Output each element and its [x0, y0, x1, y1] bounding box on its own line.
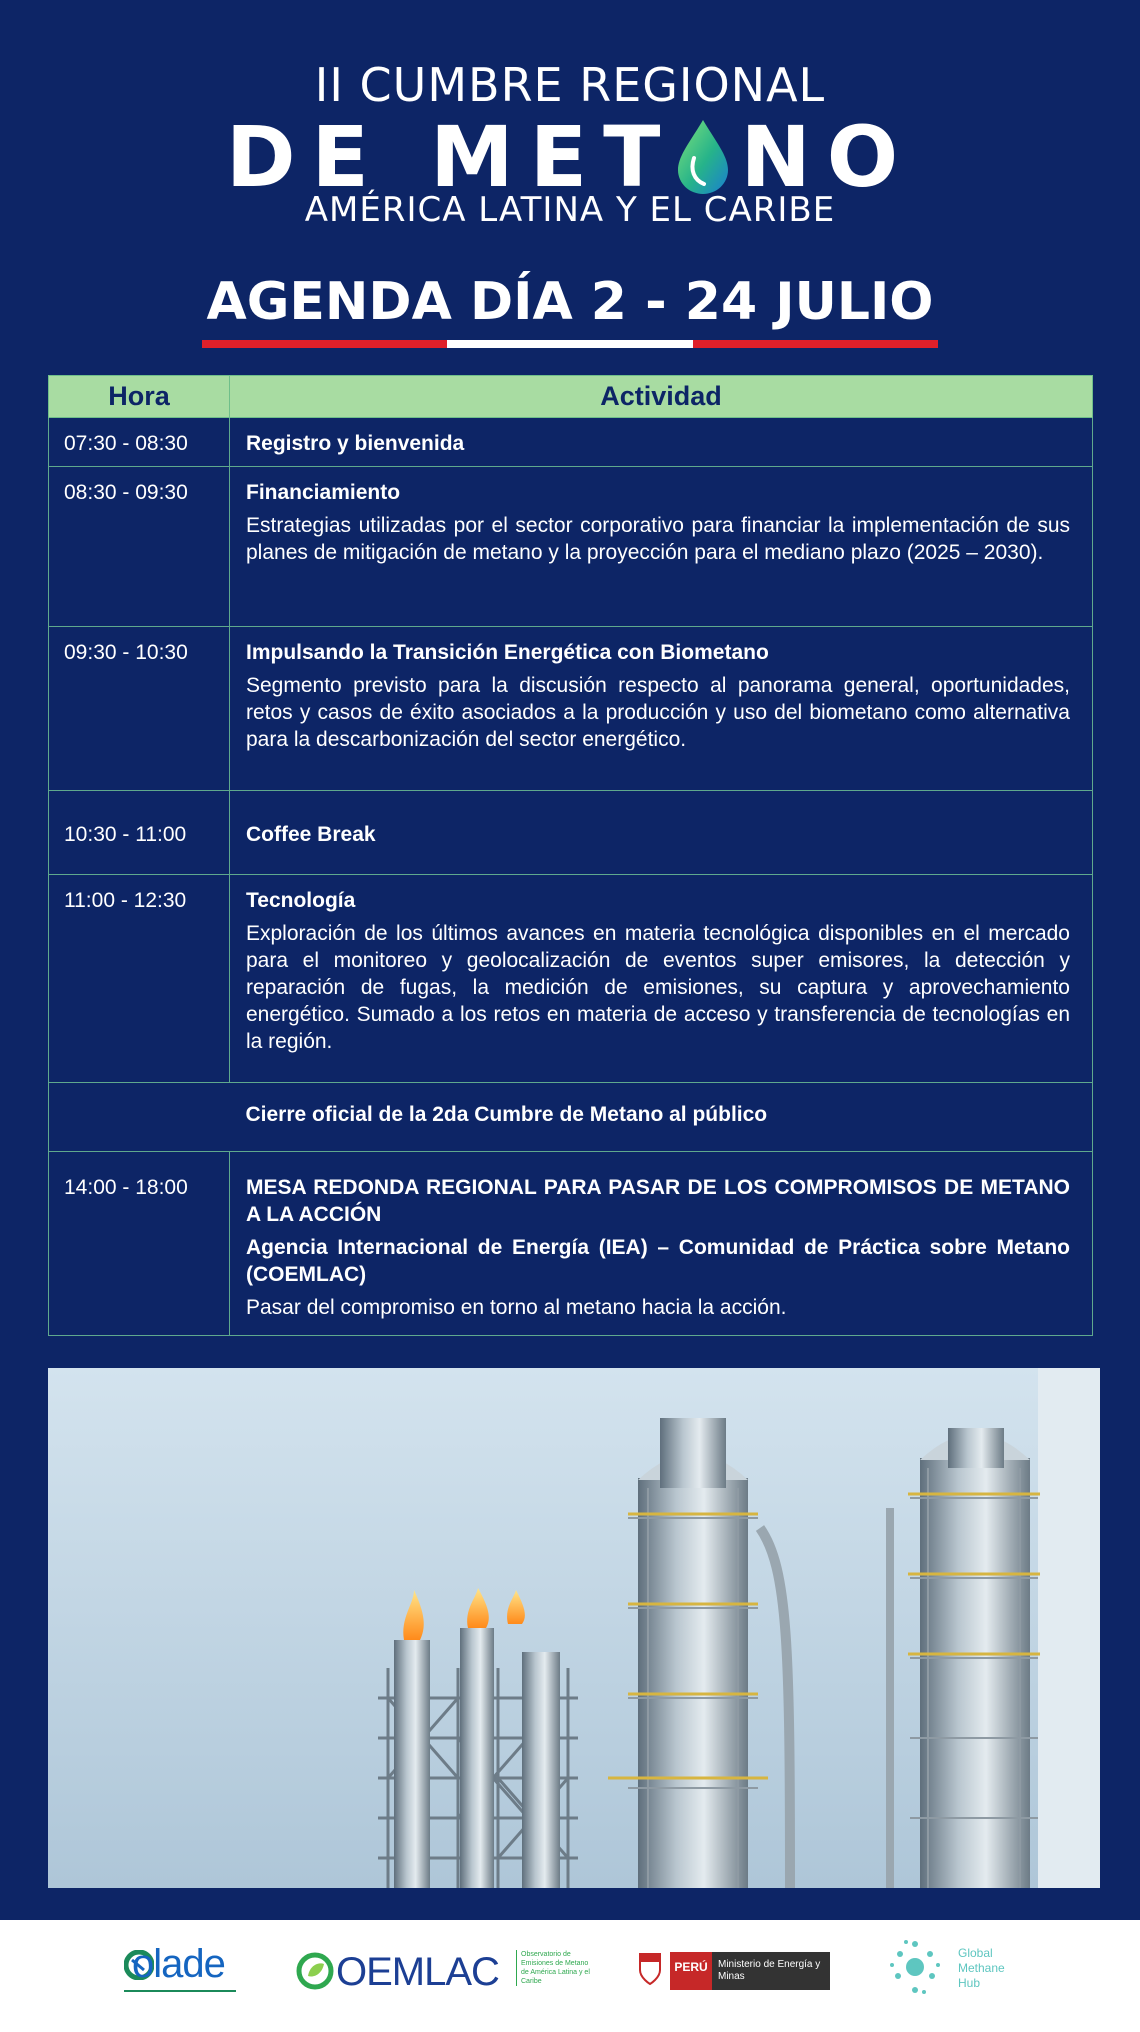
olade-logo: olade	[124, 1942, 236, 2002]
row-hora: 14:00 - 18:00	[49, 1152, 230, 1336]
agenda-table	[48, 375, 1093, 1336]
row-hora	[49, 1083, 230, 1152]
activity-subtitle: Agencia Internacional de Energía (IEA) – Comunidad de Práctica sobre Metano (COEMLAC)	[246, 1236, 1070, 1286]
activity-title: Coffee Break	[246, 823, 376, 846]
column-header-actividad: Actividad	[230, 376, 1093, 418]
agenda-title: AGENDA DÍA 2 - 24 JULIO	[206, 272, 934, 332]
row-actividad	[230, 1083, 1093, 1152]
sponsor-footer	[0, 1920, 1140, 2032]
table-row	[49, 1152, 1093, 1336]
activity-description: Segmento previsto para la discusión respecto al panorama general, oportunidades, retos y casos de éxito asociados a la producción y uso del biometano como alternativa para la descarbonización del sector energético.	[246, 674, 1070, 751]
flag-underline	[202, 340, 938, 348]
table-row	[49, 875, 1093, 1083]
row-actividad	[230, 627, 1093, 791]
activity-title: MESA REDONDA REGIONAL PARA PASAR DE LOS COMPROMISOS DE METANO A LA ACCIÓN	[246, 1176, 1070, 1226]
table-row	[49, 418, 1093, 467]
title-line-3: AMÉRICA LATINA Y EL CARIBE	[304, 190, 836, 230]
activity-description: Exploración de los últimos avances en materia tecnológica disponibles en el mercado para el monitoreo y geolocalización de eventos super emisores, la detección y reparación de fugas, la medición de emisiones, su captura y aprovechamiento energético. Sumado a los retos en materia de acceso y transferencia de tecnologías en la región.	[246, 922, 1070, 1053]
activity-title: Tecnología	[246, 889, 356, 912]
table-row	[49, 1083, 1093, 1152]
row-hora: 09:30 - 10:30	[49, 627, 230, 791]
activity-title: Impulsando la Transición Energética con Biometano	[246, 641, 769, 664]
row-hora: 10:30 - 11:00	[49, 791, 230, 875]
refinery-illustration	[48, 1368, 1100, 1888]
activity-title: Cierre oficial de la 2da Cumbre de Metano al público	[245, 1103, 768, 1126]
row-actividad	[230, 791, 1093, 875]
table-row	[49, 627, 1093, 791]
global-methane-hub-logo: Global Methane Hub	[888, 1936, 1028, 2006]
row-hora: 11:00 - 12:30	[49, 875, 230, 1083]
activity-title: Financiamiento	[246, 481, 401, 504]
row-hora: 07:30 - 08:30	[49, 418, 230, 467]
activity-description: Pasar del compromiso en torno al metano hacia la acción.	[246, 1296, 787, 1319]
table-header-row	[49, 376, 1093, 418]
row-actividad	[230, 467, 1093, 627]
row-actividad	[230, 875, 1093, 1083]
row-actividad	[230, 1152, 1093, 1336]
row-hora: 08:30 - 09:30	[49, 467, 230, 627]
oemlac-leaf-icon	[296, 1952, 334, 1990]
methane-drop-icon	[676, 118, 730, 194]
title-line-1: II CUMBRE REGIONAL	[314, 58, 826, 112]
activity-description: Estrategias utilizadas por el sector corporativo para financiar la implementación de sus planes de mitigación de metano y la proyección para el mediano plazo (2025 – 2030).	[246, 514, 1070, 564]
peru-coat-of-arms-icon	[636, 1950, 664, 1986]
methane-hub-dots-icon	[888, 1936, 942, 1998]
column-header-hora: Hora	[49, 376, 230, 418]
table-row	[49, 791, 1093, 875]
oemlac-logo: OEMLAC Observatorio de Emisiones de Metano de América Latina y el Caribe	[296, 1946, 576, 2006]
row-actividad	[230, 418, 1093, 467]
title-line-2: DE MET NO	[225, 108, 915, 206]
refinery-photo	[48, 1368, 1100, 1888]
activity-title: Registro y bienvenida	[246, 432, 465, 455]
table-row	[49, 467, 1093, 627]
minem-logo: PERÚ Ministerio de Energía y Minas	[636, 1946, 830, 1990]
